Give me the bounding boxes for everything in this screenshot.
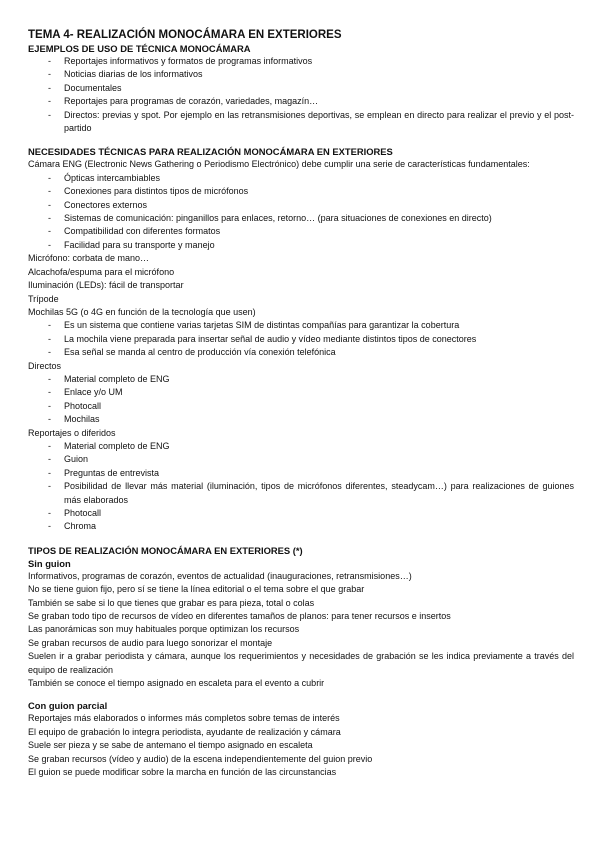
text-line: El equipo de grabación lo integra periodista, ayudante de realización y cámara — [28, 726, 341, 737]
reportajes-label: Reportajes o diferidos — [28, 427, 116, 438]
list-item: - Ópticas intercambiables — [28, 172, 574, 185]
text-line: El guion se puede modificar sobre la marcha en función de las circunstancias — [28, 767, 337, 778]
list-item: - Material completo de ENG — [28, 373, 574, 386]
list-item: - Documentales — [28, 82, 574, 95]
list-item: - Posibilidad de llevar más material (iluminación, tipos de micrófonos diferentes, steadycam…) para realizaciones de guiones más elaborados — [28, 480, 574, 507]
text-line: No se tiene guion fijo, pero sí se tiene la línea editorial o el tema sobre el que grabar — [28, 584, 365, 595]
text-line: Micrófono: corbata de mano… — [28, 253, 150, 264]
list-item: - Preguntas de entrevista — [28, 467, 574, 480]
text-line: Mochilas 5G (o 4G en función de la tecnología que usen) — [28, 306, 256, 317]
directos-label: Directos — [28, 360, 62, 371]
text-line: También se sabe si lo que tienes que grabar es para pieza, total o colas — [28, 597, 315, 608]
list-item: - Guion — [28, 453, 574, 466]
text-line: Las panorámicas son muy habituales porque optimizan los recursos — [28, 624, 300, 635]
text-line: Se graban recursos de audio para luego sonorizar el montaje — [28, 637, 273, 648]
list-item: - Conectores externos — [28, 199, 574, 212]
paragraph-camara-eng: Cámara ENG (Electronic News Gathering o Periodismo Electrónico) debe cumplir una serie de características fundamentales: — [28, 159, 530, 170]
document-title: TEMA 4- REALIZACIÓN MONOCÁMARA EN EXTERIORES — [28, 29, 342, 41]
text-line: Se graban recursos (vídeo y audio) de la escena independientemente del guion previo — [28, 753, 373, 764]
mochila-list — [28, 319, 574, 359]
text-line: Trípode — [28, 293, 59, 304]
list-item: - Esa señal se manda al centro de producción vía conexión telefónica — [28, 346, 574, 359]
text-line: Se graban todo tipo de recursos de vídeo en diferentes tamaños de planos: para tener recursos e insertos — [28, 611, 451, 622]
text-line: Informativos, programas de corazón, eventos de actualidad (inauguraciones, retransmisiones…) — [28, 570, 412, 581]
ejemplos-list — [28, 55, 574, 135]
list-item: - Facilidad para su transporte y manejo — [28, 239, 574, 252]
list-item: - Material completo de ENG — [28, 440, 574, 453]
list-item: - Es un sistema que contiene varias tarjetas SIM de distintas compañías para garantizar la cobertura — [28, 319, 574, 332]
directos-list — [28, 373, 574, 427]
caracteristicas-list — [28, 172, 574, 252]
list-item: - Noticias diarias de los informativos — [28, 68, 574, 81]
text-line: Reportajes más elaborados o informes más completos sobre temas de interés — [28, 713, 340, 724]
list-item: - Reportajes para programas de corazón, variedades, magazín… — [28, 95, 574, 108]
list-item: - Photocall — [28, 507, 574, 520]
list-item: - Conexiones para distintos tipos de micrófonos — [28, 185, 574, 198]
text-line: También se conoce el tiempo asignado en escaleta para el evento a cubrir — [28, 678, 325, 689]
list-item: - Mochilas — [28, 413, 574, 426]
list-item: - Enlace y/o UM — [28, 386, 574, 399]
document-page — [28, 28, 574, 780]
text-line: Alcachofa/espuma para el micrófono — [28, 266, 175, 277]
list-item: - Directos: previas y spot. Por ejemplo en las retransmisiones deportivas, se emplean en directo para realizar el previo y el post-partido — [28, 109, 574, 136]
section-heading-necesidades: NECESIDADES TÉCNICAS PARA REALIZACIÓN MONOCÁMARA EN EXTERIORES — [28, 146, 393, 158]
text-line: Iluminación (LEDs): fácil de transportar — [28, 280, 184, 291]
list-item: - Reportajes informativos y formatos de programas informativos — [28, 55, 574, 68]
list-item: - Sistemas de comunicación: pinganillos para enlaces, retorno… (para situaciones de conexiones en directo) — [28, 212, 574, 225]
section-heading-ejemplos: EJEMPLOS DE USO DE TÉCNICA MONOCÁMARA — [28, 43, 251, 54]
section-heading-tipos: TIPOS DE REALIZACIÓN MONOCÁMARA EN EXTERIORES (*) — [28, 544, 303, 556]
text-line: Suelen ir a grabar periodista y cámara, aunque los requerimientos y necesidades de grabación se les indica previamente a través del equipo de realización — [28, 651, 574, 675]
list-item: - Chroma — [28, 520, 574, 533]
subheading-sin-guion: Sin guion — [28, 557, 71, 569]
subheading-con-guion-parcial: Con guion parcial — [28, 700, 108, 712]
list-item: - La mochila viene preparada para insertar señal de audio y vídeo mediante distintos tipos de conectores — [28, 333, 574, 346]
text-line: Suele ser pieza y se sabe de antemano el tiempo asignado en escaleta — [28, 740, 313, 751]
reportajes-list — [28, 440, 574, 534]
list-item: - Compatibilidad con diferentes formatos — [28, 225, 574, 238]
list-item: - Photocall — [28, 400, 574, 413]
